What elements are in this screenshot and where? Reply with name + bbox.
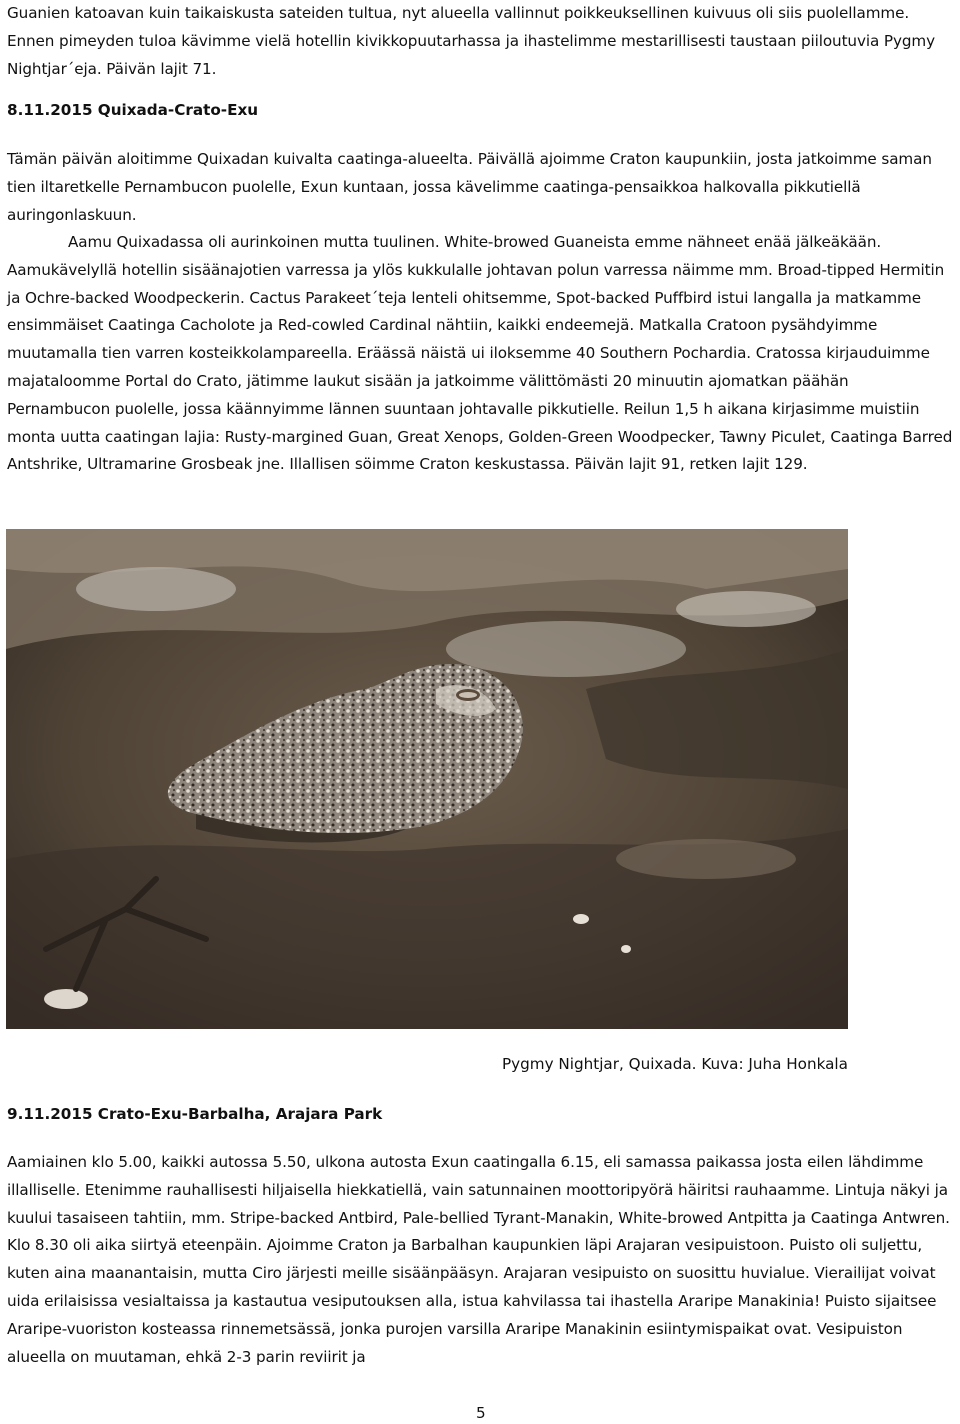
page-number: 5	[476, 1404, 486, 1422]
photo-caption: Pygmy Nightjar, Quixada. Kuva: Juha Honkala	[502, 1055, 848, 1073]
day1-paragraph-2: Aamu Quixadassa oli aurinkoinen mutta tuulinen. White-browed Guaneista emme nähneet enää jälkeäkään. Aamukävelyllä hotellin sisäänajotien varressa ja ylös kukkulalle johtavan polun varressa näimme mm. Broad-tipped Hermitin ja Ochre-backed Woodpeckerin. Cactus Parakeet´teja lenteli ohitsemme, Spot-backed Puffbird istui langalla ja matkamme ensimmäiset Caatinga Cacholote ja Red-cowled Cardinal nähtiin, kaikki endeemejä. Matkalla Cratoon pysähdyimme muutamalla tien varren kosteikkolampareella. Eräässä näistä ui iloksemme 40 Southern Pochardia. Cratossa kirjauduimme majataloomme Portal do Crato, jätimme laukut sisään ja jatkoimme välittömästi 20 minuutin ajomatkan päähän Pernambucon puolelle, jossa käännyimme lännen suuntaan johtavalle pikkutielle. Reilun 1,5 h aikana kirjasimme muistiin monta uutta caatingan lajia: Rusty-margined Guan, Great Xenops, Golden-Green Woodpecker, Tawny Piculet, Caatinga Barred Antshrike, Ultramarine Grosbeak jne. Illallisen söimme Craton keskustassa. Päivän lajit 91, retken lajit 129.	[7, 233, 953, 474]
day2-paragraph-1: Aamiainen klo 5.00, kaikki autossa 5.50, ulkona autosta Exun caatingalla 6.15, eli samassa paikassa josta eilen lähdimme illalliselle. Etenimme rauhallisesti hiljaisella hiekkatiellä, vain satunnainen moottoripyörä häiritsi rauhaamme. Lintuja näkyi ja kuului tasaiseen tahtiin, mm. Stripe-backed Antbird, Pale-bellied Tyrant-Manakin, White-browed Antpitta ja Caatinga Antwren. Klo 8.30 oli aika siirtyä eteenpäin. Ajoimme Craton ja Barbalhan kaupunkien läpi Arajaran vesipuistoon. Puisto oli suljettu, kuten aina maanantaisin, mutta Ciro järjesti meille sisäänpääsyn. Arajaran vesipuisto on suosittu huvialue. Vierailijat voivat uida erilaisissa vesialtaissa ja kastautua vesiputouksen alla, istua kahvilassa tai ihastella Araripe Manakinia! Puisto sijaitsee Araripe-vuoriston kosteassa rinnemetsässä, jonka purojen varsilla Araripe Manakinin esiintymispaikat ovat. Vesipuiston alueella on muutaman, ehkä 2-3 parin reviirit ja	[7, 1153, 950, 1366]
day1-paragraph-1: Tämän päivän aloitimme Quixadan kuivalta caatinga-alueelta. Päivällä ajoimme Craton kaupunkiin, josta jatkoimme saman tien iltaretkelle Pernambucon puolelle, Exun kuntaan, jossa kävelimme caatinga-pensaikkoa halkovalla pikkutiellä auringonlaskuun.	[7, 150, 932, 224]
pygmy-nightjar-photo	[6, 529, 848, 1029]
intro-paragraph: Guanien katoavan kuin taikaiskusta sateiden tultua, nyt alueella vallinnut poikkeuksellinen kuivuus oli siis puolellamme. Ennen pimeyden tuloa kävimme vielä hotellin kivikkopuutarhassa ja ihastelimme mestarillisesti taustaan piiloutuvia Pygmy Nightjar´eja. Päivän lajit 71.	[7, 4, 935, 78]
day2-heading: 9.11.2015 Crato-Exu-Barbalha, Arajara Park	[7, 1105, 383, 1123]
day1-heading: 8.11.2015 Quixada-Crato-Exu	[7, 101, 259, 119]
